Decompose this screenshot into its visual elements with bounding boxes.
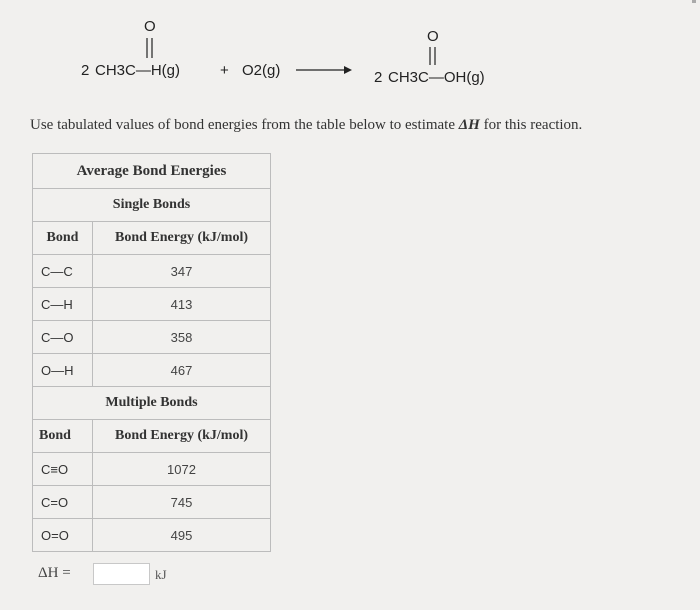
arrow-head-icon: [344, 66, 352, 74]
table-row: [33, 288, 271, 321]
coef-right: 2: [374, 69, 383, 86]
multiple-bonds-heading: Multiple Bonds: [33, 387, 271, 420]
carbonyl-oxygen-left: O: [144, 18, 156, 35]
table-row: [33, 486, 271, 519]
reactant-oxygen: O2(g): [242, 62, 281, 79]
bond-cell: C=O: [33, 486, 93, 519]
table-row: [33, 519, 271, 552]
col-header-energy-multiple: Bond Energy (kJ/mol): [93, 420, 271, 453]
table-row: [33, 453, 271, 486]
table-row: [33, 354, 271, 387]
energy-cell: 745: [93, 486, 271, 519]
table-row: [33, 255, 271, 288]
reactant-acetaldehyde: CH3C—H(g): [95, 62, 181, 79]
unit-label: kJ: [155, 567, 167, 582]
bond-energy-table: [32, 153, 271, 552]
table-title: Average Bond Energies: [33, 154, 271, 189]
coef-left: 2: [81, 62, 90, 79]
answer-label: ΔH =: [38, 565, 71, 581]
single-bonds-heading: Single Bonds: [33, 189, 271, 222]
instruction-after: for this reaction.: [483, 117, 583, 133]
energy-cell: 495: [93, 519, 271, 552]
bond-cell: C—H: [33, 288, 93, 321]
bond-cell: C—C: [33, 255, 93, 288]
instruction-text: [30, 117, 698, 134]
corner-mark: [692, 0, 696, 3]
product-acetic-acid: CH3C—OH(g): [388, 69, 485, 86]
bond-cell: O=O: [33, 519, 93, 552]
delta-h-input[interactable]: [93, 563, 150, 585]
energy-cell: 413: [93, 288, 271, 321]
energy-cell: 1072: [93, 453, 271, 486]
col-header-energy: Bond Energy (kJ/mol): [93, 222, 271, 255]
table-row: [33, 321, 271, 354]
col-header-bond-multiple: Bond: [33, 420, 93, 453]
energy-cell: 467: [93, 354, 271, 387]
reaction-equation: [0, 0, 700, 100]
energy-cell: 347: [93, 255, 271, 288]
delta-h-symbol: ΔH: [458, 117, 480, 133]
carbonyl-oxygen-right: O: [427, 28, 439, 45]
plus-sign: +: [220, 62, 229, 79]
instruction-before: Use tabulated values of bond energies from the table below to estimate: [30, 117, 456, 133]
bond-cell: C—O: [33, 321, 93, 354]
bond-cell: O—H: [33, 354, 93, 387]
energy-cell: 358: [93, 321, 271, 354]
bond-cell: C≡O: [33, 453, 93, 486]
col-header-bond: Bond: [33, 222, 93, 255]
